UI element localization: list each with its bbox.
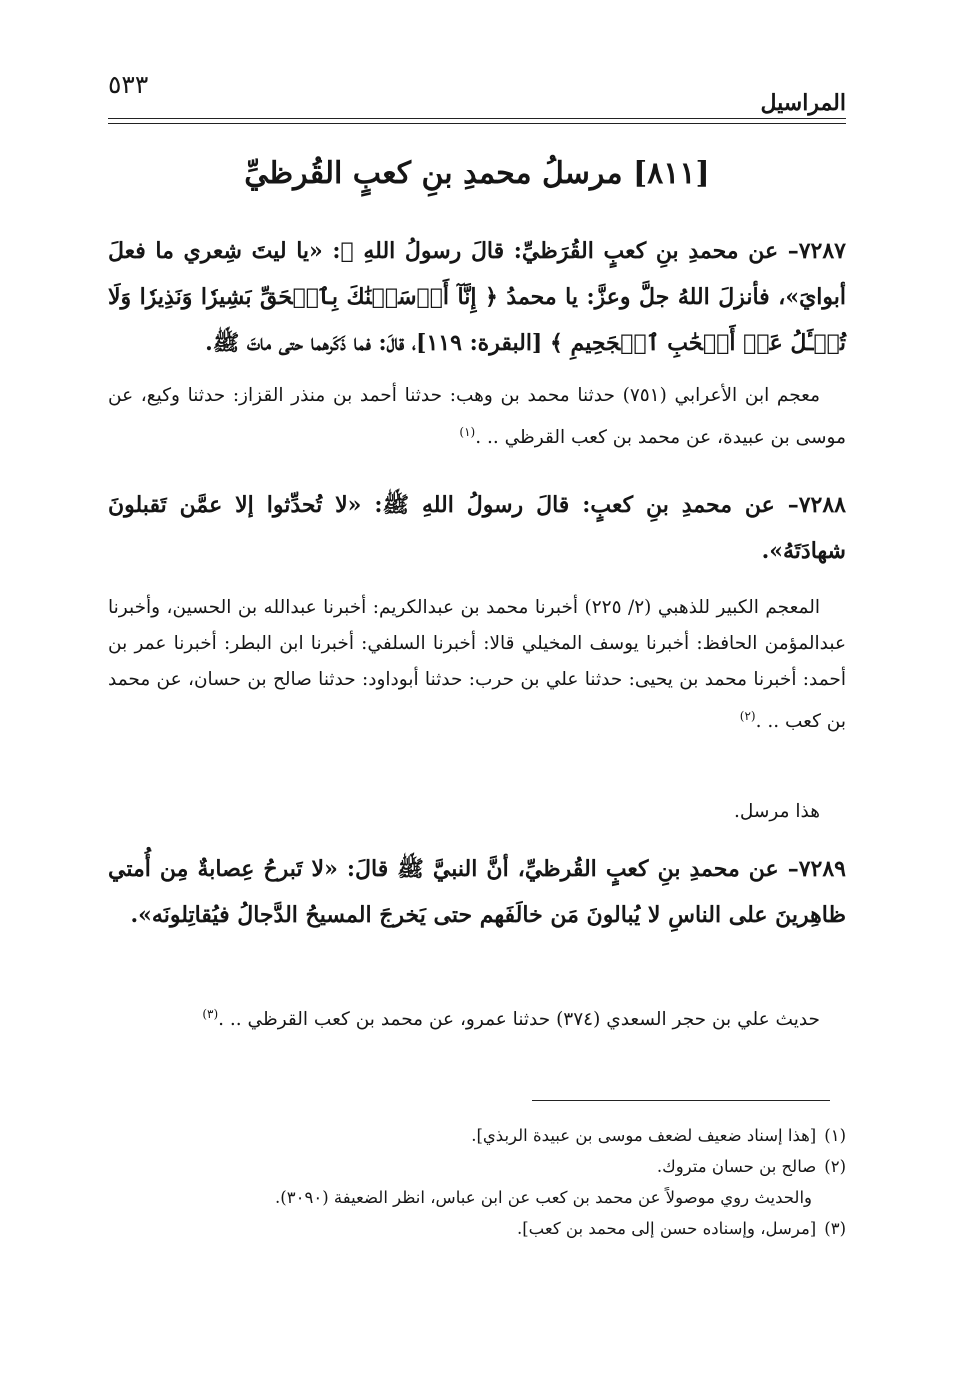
running-title: المراسيل (760, 90, 846, 116)
footnote-text: والحديث روي موصولاً عن محمد بن كعب عن ابن عباس، انظر الضعيفة (٣٠٩٠). (275, 1188, 812, 1207)
footnote-ref: (٢) (739, 709, 756, 723)
footnote-number: (٢) (824, 1157, 846, 1176)
running-header (108, 68, 846, 120)
footnote (108, 1120, 846, 1151)
hadith-7287: ٧٢٨٧– عن محمدِ بنِ كعبٍ القُرَظيِّ: قالَ رسولُ اللهِ ﷺ: «يا ليتَ شِعري ما فعلَ أبوايَ»، فأنزلَ اللهُ جلَّ وعزَّ: يا محمدُ ﴿ إِنَّآ أَرۡسَلۡنَٰكَ بِٱلۡحَقِّ بَشِيرٗا وَنَذِيرٗا وَلَا تُسۡـَٔلُ عَنۡ أَصۡحَٰبِ ٱلۡجَحِيمِ ﴾ [البقرة: ١١٩]، قالَ: فما ذَكَرهما حتى ماتَ ﷺ. (108, 238, 846, 356)
source-7288 (108, 590, 846, 740)
chapter-title: [٨١١] مرسلُ محمدِ بنِ كعبٍ القُرظيِّ (244, 156, 710, 191)
footnote (108, 1151, 846, 1182)
footnote-text: [هذا إسناد ضعيف لضعف موسى بن عبيدة الربذي]. (471, 1126, 817, 1145)
footnote-number: (١) (824, 1126, 846, 1145)
source-7289 (108, 996, 846, 1038)
footnote-number: (٣) (824, 1219, 846, 1238)
footnote (108, 1213, 846, 1244)
footnote-text: صالح بن حسان متروك. (656, 1157, 817, 1176)
header-rule-thin (108, 123, 846, 124)
header-rule-thick (108, 118, 846, 119)
source-text: المعجم الكبير للذهبي (٢/ ٢٢٥) أخبرنا محمد بن عبدالكريم: أخبرنا عبدالله بن الحسين، وأخبرنا عبدالمؤمن الحافظ: أخبرنا يوسف المخيلي قالا: أخبرنا السلفي: أخبرنا ابن البطر: أخبرنا عمر بن أحمد: أخبرنا محمد بن يحيى: حدثنا علي بن حرب: حدثنا أبوداود: حدثنا صالح بن حسان، عن محمد بن كعب .. . (108, 597, 846, 733)
page-number: ٥٣٣ (108, 70, 149, 99)
footnote-ref: (٣) (202, 1007, 219, 1021)
footnote-rule (532, 1100, 830, 1101)
note-mursal: هذا مرسل. (734, 801, 820, 822)
footnotes (108, 1120, 846, 1244)
hadith-7289: ٧٢٨٩– عن محمدِ بنِ كعبٍ القُرظيِّ، أنَّ النبيَّ ﷺ قالَ: «لا تَبرحُ عِصابةٌ مِن أُمتي ظاهِرينَ على الناسِ لا يُبالونَ مَن خالَفَهم حتى يَخرجَ المسيحُ الدَّجالُ فيُقاتِلونَه». (108, 856, 846, 928)
source-text: حديث علي بن حجر السعدي (٣٧٤) حدثنا عمرو، عن محمد بن كعب القرظي .. . (218, 1009, 820, 1031)
footnote-text: [مرسل، وإسناده حسن إلى محمد بن كعب]. (516, 1219, 817, 1238)
source-text: معجم ابن الأعرابي (٧٥١) حدثنا محمد بن وهب: حدثنا أحمد بن منذر القزاز: حدثنا وكيع، عن موسى بن عبيدة، عن محمد بن كعب القرظي .. . (108, 385, 846, 449)
hadith-7288: ٧٢٨٨– عن محمدِ بنِ كعبٍ: قالَ رسولُ اللهِ ﷺ: «لا تُحدِّثوا إلا عمَّن تَقبلونَ شهادَتَهُ». (108, 492, 846, 564)
footnote-continuation (108, 1182, 846, 1213)
footnote-ref: (١) (459, 425, 476, 439)
source-7287 (108, 378, 846, 456)
